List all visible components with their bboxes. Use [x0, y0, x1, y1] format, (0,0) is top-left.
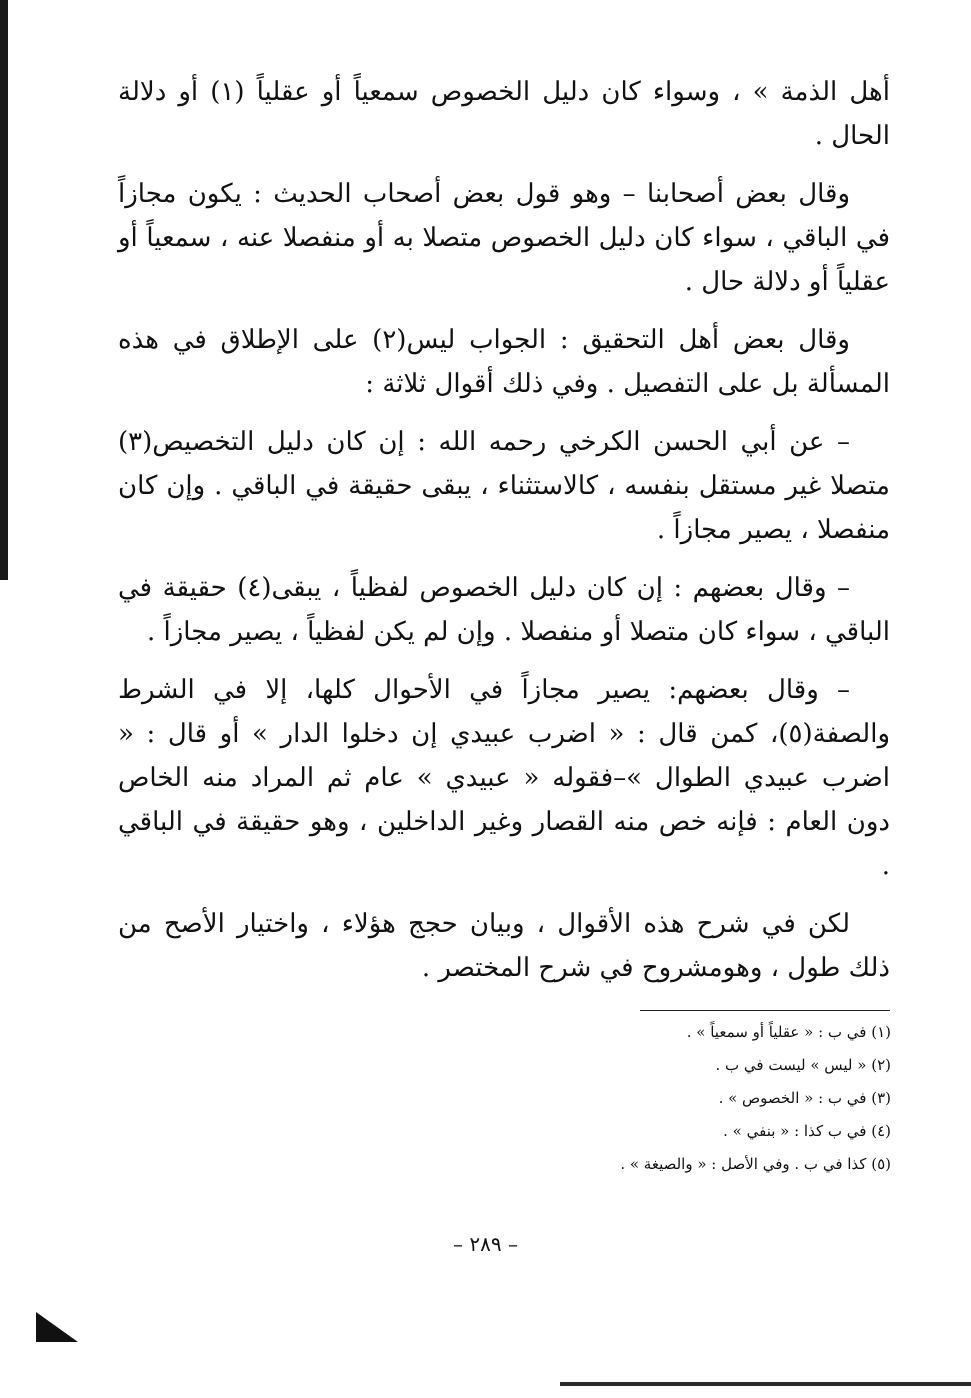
paragraph-4: – عن أبي الحسن الكرخي رحمه الله : إن كان دليل التخصيص(٣) متصلا غير مستقل بنفسه ، كالاستثناء ، يبقى حقيقة في الباقي . وإن كان منفصلا ، يصير مجازاً . [118, 427, 890, 545]
footnote-divider [640, 1010, 890, 1011]
footnote-2: (٢) « ليس » ليست في ب . [715, 1056, 891, 1074]
footnote-3: (٣) في ب : « الخصوص » . [718, 1089, 891, 1107]
bottom-scan-line [560, 1382, 971, 1386]
main-text [118, 70, 890, 1004]
scan-edge-bar [0, 0, 8, 580]
paragraph-5: – وقال بعضهم : إن كان دليل الخصوص لفظياً ، يبقى(٤) حقيقة في الباقي ، سواء كان متصلا أو منفصلا . وإن لم يكن لفظياً ، يصير مجازاً . [118, 573, 890, 647]
footnote-4: (٤) في ب كذا : « بنفي » . [723, 1122, 891, 1140]
corner-triangle-icon [36, 1312, 78, 1342]
paragraph-6: – وقال بعضهم: يصير مجازاً في الأحوال كلها، إلا في الشرط والصفة(٥)، كمن قال : « اضرب عبيدي إن دخلوا الدار » أو قال : « اضرب عبيدي الطوال »–فقوله « عبيدي » عام ثم المراد منه الخاص دون العام : فإنه خص منه القصار وغير الداخلين ، وهو حقيقة في الباقي . [118, 675, 890, 881]
footnotes [471, 1016, 891, 1181]
paragraph-7: لكن في شرح هذه الأقوال ، وبيان حجج هؤلاء ، واختيار الأصح من ذلك طول ، وهومشروح في شرح المختصر . [118, 909, 890, 983]
page-number: – ٢٨٩ – [453, 1232, 518, 1256]
footnote-5: (٥) كذا في ب . وفي الأصل : « والصيغة » . [620, 1155, 891, 1173]
paragraph-3: وقال بعض أهل التحقيق : الجواب ليس(٢) على الإطلاق في هذه المسألة بل على التفصيل . وفي ذلك أقوال ثلاثة : [118, 325, 890, 399]
paragraph-1: أهل الذمة » ، وسواء كان دليل الخصوص سمعياً أو عقلياً (١) أو دلالة الحال . [118, 77, 890, 151]
paragraph-2: وقال بعض أصحابنا – وهو قول بعض أصحاب الحديث : يكون مجازاً في الباقي ، سواء كان دليل الخصوص متصلا به أو منفصلا عنه ، سمعياً أو عقلياً أو دلالة حال . [118, 179, 891, 297]
footnote-1: (١) في ب : « عقلياً أو سمعياً » . [686, 1023, 891, 1041]
